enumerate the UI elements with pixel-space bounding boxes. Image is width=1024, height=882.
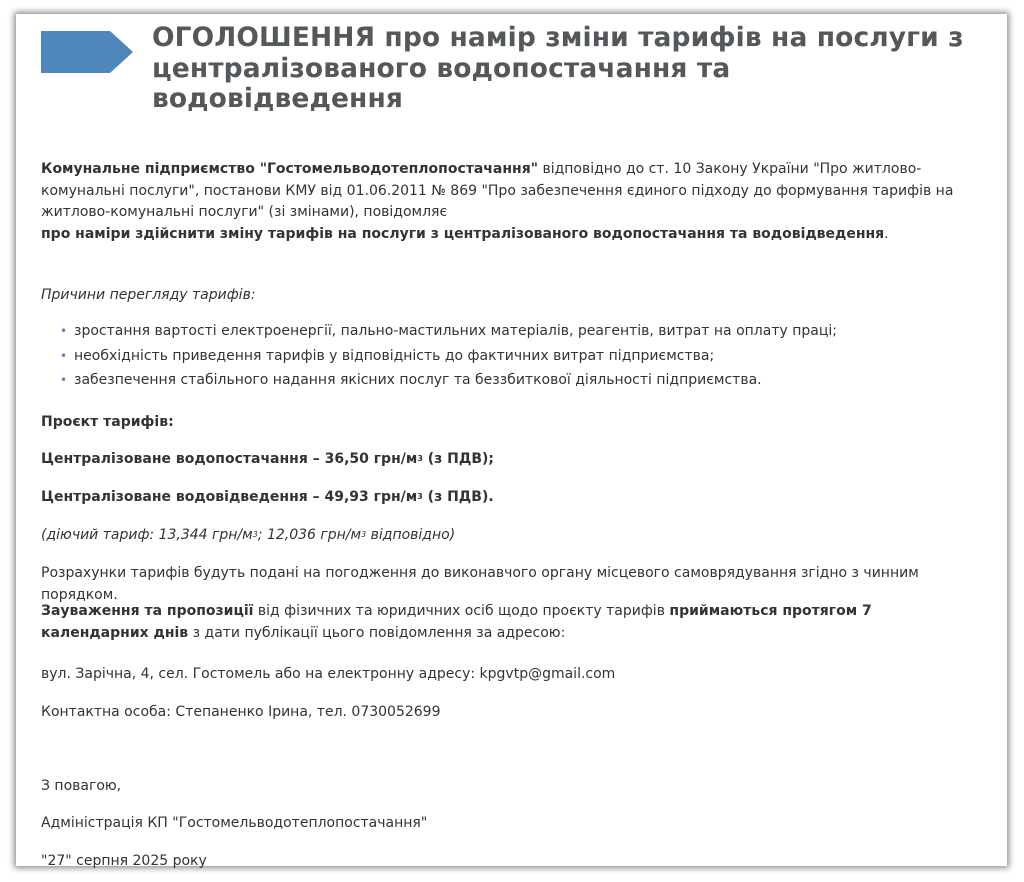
current-tariff-exp-2: 3	[361, 530, 367, 539]
current-tariff-middle: ; 12,036 грн/м	[257, 527, 362, 543]
reason-text: зростання вартості електроенергії, пально-мастильних матеріалів, реагентів, витрат на оплату праці;	[74, 323, 837, 339]
tariff-water-unit-exp: 3	[417, 454, 423, 463]
remarks-bold-1: Зауваження та пропозиції	[41, 603, 254, 619]
bullet-icon: •	[60, 324, 68, 338]
address-text: вул. Зарічна, 4, сел. Гостомель або на електронну адресу: kpgvtp@gmail.com	[41, 666, 616, 682]
current-tariff-prefix: (діючий тариф: 13,344 грн/м	[41, 527, 253, 543]
reasons-list	[41, 319, 837, 393]
tariff-sewer	[41, 487, 976, 509]
project-heading: Проєкт тарифів:	[41, 414, 174, 430]
date-text: "27" серпня 2025 року	[41, 853, 207, 869]
intro-paragraph	[41, 159, 976, 245]
contact-text: Контактна особа: Степаненко Ірина, тел. 0730052699	[41, 704, 441, 720]
current-tariff	[41, 525, 976, 547]
list-item	[41, 368, 837, 393]
announcement-card	[16, 14, 1007, 869]
tariff-sewer-suffix: (з ПДВ).	[422, 489, 494, 505]
tariff-water-label: Централізоване водопостачання – 36,50 грн/м	[41, 451, 418, 467]
current-tariff-suffix: відповідно)	[366, 527, 456, 543]
arrow-marker-icon	[41, 31, 133, 73]
list-item	[41, 344, 837, 369]
current-tariff-exp-1: 3	[252, 530, 258, 539]
remarks-paragraph	[41, 601, 976, 644]
remarks-bold-2: приймаються протягом 7 календарних днів	[41, 603, 872, 641]
page-title: ОГОЛОШЕННЯ про намір зміни тарифів на послуги з централізованого водопостачання та водовідведення	[152, 22, 964, 114]
regards-text: З повагою,	[41, 778, 122, 794]
list-item	[41, 319, 837, 344]
tariff-water	[41, 449, 976, 471]
remarks-text-1: від фізичних та юридичних осіб щодо проєкту тарифів	[253, 603, 670, 619]
tariff-water-suffix: (з ПДВ);	[422, 451, 495, 467]
approval-text: Розрахунки тарифів будуть подані на погодження до виконавчого органу місцевого самоврядування згідно з чинним порядком.	[41, 565, 919, 603]
tariff-sewer-unit-exp: 3	[417, 492, 423, 501]
intention-text: про наміри здійснити зміну тарифів на послуги з централізованого водопостачання та водовідведення	[41, 225, 885, 242]
tariff-sewer-label: Централізоване водовідведення – 49,93 грн/м	[41, 489, 418, 505]
company-name: Комунальне підприємство "Гостомельводотеплопостачання"	[41, 161, 538, 177]
intention-end: .	[884, 225, 889, 242]
signature-text: Адміністрація КП "Гостомельводотеплопостачання"	[41, 815, 428, 831]
reasons-heading: Причини перегляду тарифів:	[41, 287, 256, 303]
bullet-icon: •	[60, 373, 68, 387]
intro-text: відповідно до ст. 10 Закону України "Про житлово-комунальні послуги", постанови КМУ від 01.06.2011 № 869 "Про забезпечення єдиного підходу до формування тарифів на житлово-комунальні послуги" (зі змінами), повідомляє	[41, 161, 954, 220]
reason-text: забезпечення стабільного надання якісних послуг та беззбиткової діяльності підприємства.	[74, 372, 762, 388]
remarks-text-2: з дати публікації цього повідомлення за адресою:	[188, 624, 566, 641]
reason-text: необхідність приведення тарифів у відповідність до фактичних витрат підприємства;	[74, 347, 715, 364]
bullet-icon: •	[60, 348, 68, 363]
